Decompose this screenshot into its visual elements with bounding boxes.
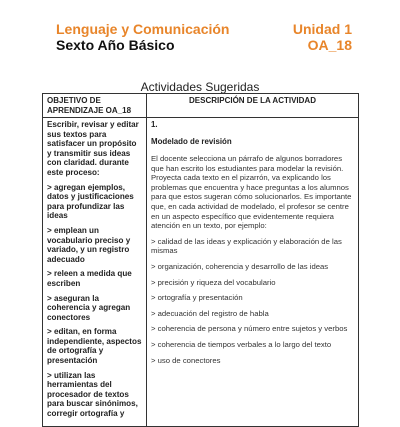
activity-item: > coherencia de tiempos verbales a lo largo del texto <box>151 339 332 349</box>
activities-table <box>42 93 359 427</box>
activity-title: Modelado de revisión <box>151 137 232 146</box>
objective-item: > utilizan las herramientas del procesador de textos para buscar sinónimos, corregir ortografía y <box>47 370 138 419</box>
objective-statement: Escribir, revisar y editar sus textos para satisfacer un propósito y transmitir sus ideas con claridad. durante este proceso: <box>47 120 139 177</box>
objective-item: > emplean un vocabulario preciso y variado, y un registro adecuado <box>47 225 131 264</box>
activity-cell <box>147 118 359 427</box>
subject-title: Lenguaje y Comunicación <box>56 21 230 37</box>
activity-item: > adecuación del registro de habla <box>151 308 269 318</box>
objective-item: > releen a medida que escriben <box>47 269 132 288</box>
activity-item: > precisión y riqueza del vocabulario <box>151 277 276 287</box>
table-header-row <box>43 94 359 118</box>
header-right <box>293 21 352 53</box>
objective-item: > aseguran la coherencia y agregan conectores <box>47 293 131 322</box>
objective-column-header: OBJETIVO DE APRENDIZAJE OA_18 <box>43 94 147 118</box>
activity-item: > organización, coherencia y desarrollo de las ideas <box>151 261 329 271</box>
unit-label: Unidad 1 <box>292 21 352 37</box>
activity-column-header: DESCRIPCIÓN DE LA ACTIVIDAD <box>147 94 359 118</box>
objective-cell <box>43 118 147 427</box>
table-row <box>43 118 359 427</box>
activity-item: > uso de conectores <box>151 355 221 365</box>
activity-item: > coherencia de persona y número entre sujetos y verbos <box>151 324 348 334</box>
objective-code: OA_18 <box>307 37 352 53</box>
objective-item: > editan, en forma independiente, aspectos de ortografía y presentación <box>47 327 142 366</box>
activity-intro: El docente selecciona un párrafo de algunos borradores que han escrito los estudiantes para modelar la revisión. Proyecta cada texto en el pizarrón, va explicando los problemas que encuentra y hace preguntas a los alumnos para que estos sugeran cómo solucionarlos. Es importante que, en cada actividad de modelado, el profesor se centre en un aspecto específico que evidentemente requiera atención en un texto, por ejemplo: <box>151 154 352 231</box>
grade-title: Sexto Año Básico <box>56 37 175 53</box>
objective-item: > agregan ejemplos, datos y justificaciones para profundizar las ideas <box>47 182 134 221</box>
activity-item: > calidad de las ideas y explicación y elaboración de las mismas <box>151 236 342 256</box>
activity-item: > ortografía y presentación <box>151 293 243 303</box>
header-left <box>56 21 229 53</box>
activity-number: 1. <box>151 120 158 129</box>
section-title: Actividades Sugeridas <box>140 80 260 94</box>
